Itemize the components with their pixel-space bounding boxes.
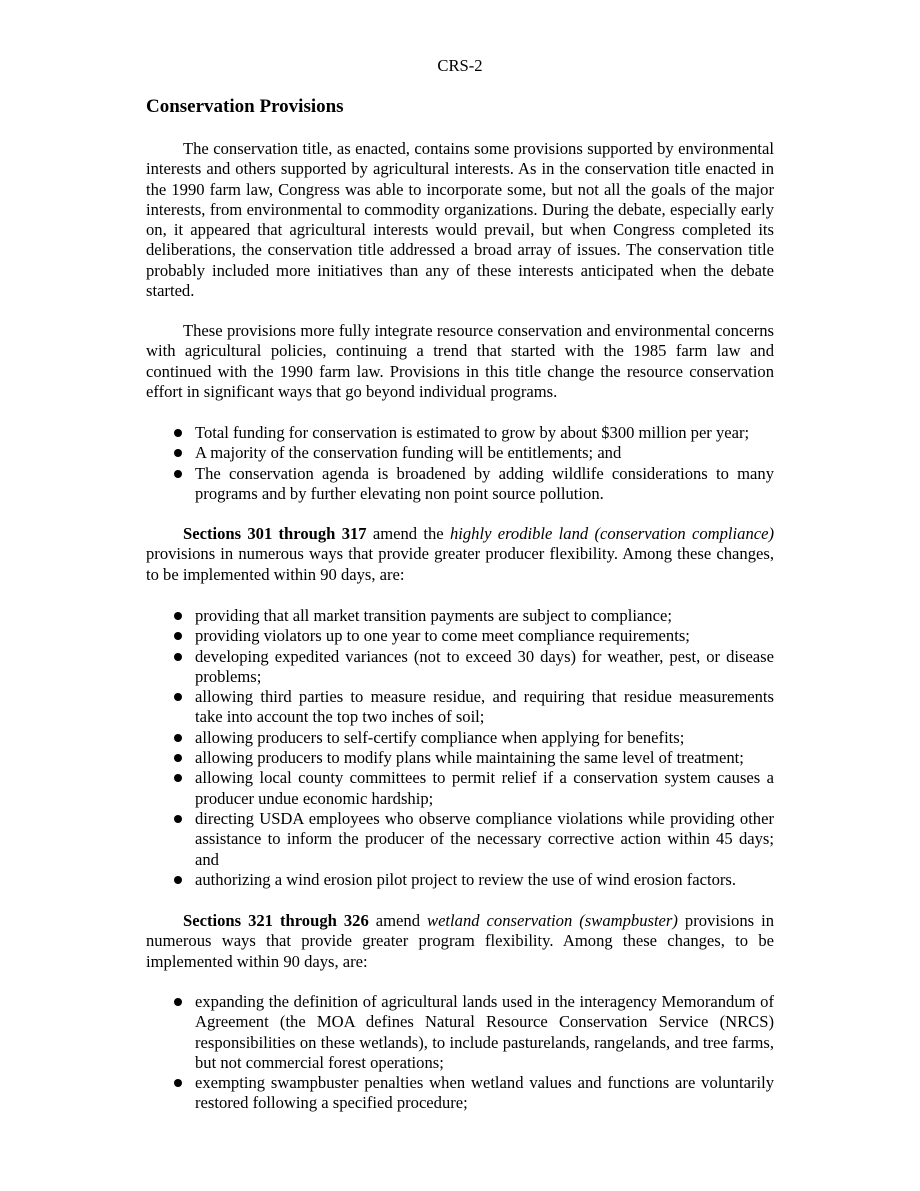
bullet-icon bbox=[174, 734, 182, 742]
section-title: Conservation Provisions bbox=[146, 96, 344, 117]
section-ref: Sections 301 through 317 bbox=[183, 524, 367, 543]
list-item: allowing producers to modify plans while maintaining the same level of treatment; bbox=[146, 748, 774, 768]
program-name: highly erodible land (conservation compliance) bbox=[449, 524, 774, 543]
bullet-icon bbox=[174, 774, 182, 782]
section-ref: Sections 321 through 326 bbox=[183, 911, 369, 930]
list-item: developing expedited variances (not to exceed 30 days) for weather, pest, or disease problems; bbox=[146, 647, 774, 688]
bullet-icon bbox=[174, 653, 182, 661]
list-item: A majority of the conservation funding will be entitlements; and bbox=[146, 443, 774, 463]
list-item: allowing third parties to measure residue, and requiring that residue measurements take into account the top two inches of soil; bbox=[146, 687, 774, 728]
list-item: providing violators up to one year to come meet compliance requirements; bbox=[146, 626, 774, 646]
bullet-icon bbox=[174, 693, 182, 701]
list-item: providing that all market transition payments are subject to compliance; bbox=[146, 606, 774, 626]
bullet-icon bbox=[174, 632, 182, 640]
list-item: allowing local county committees to permit relief if a conservation system causes a producer undue economic hardship; bbox=[146, 768, 774, 809]
bullet-icon bbox=[174, 429, 182, 437]
bullet-list-wetland bbox=[146, 992, 774, 1114]
list-item: The conservation agenda is broadened by adding wildlife considerations to many programs and by further elevating non point source pollution. bbox=[146, 464, 774, 505]
list-item: expanding the definition of agricultural lands used in the interagency Memorandum of Agreement (the MOA defines Natural Resource Conservation Service (NRCS) responsibilities on these wetlands), to include pasturelands, rangelands, and tree farms, but not commercial forest operations; bbox=[146, 992, 774, 1073]
program-name: wetland conservation (swampbuster) bbox=[427, 911, 678, 930]
paragraph-sections-301-317: Sections 301 through 317 amend the highly erodible land (conservation compliance) provisions in numerous ways that provide greater producer flexibility. Among these changes, to be implemented within 90 days, are: bbox=[146, 524, 774, 584]
bullet-icon bbox=[174, 998, 182, 1006]
list-item: directing USDA employees who observe compliance violations while providing other assistance to inform the producer of the necessary corrective action within 45 days; and bbox=[146, 809, 774, 870]
bullet-icon bbox=[174, 1079, 182, 1087]
bullet-list-compliance bbox=[146, 606, 774, 890]
bullet-icon bbox=[174, 449, 182, 457]
bullet-icon bbox=[174, 470, 182, 478]
bullet-icon bbox=[174, 876, 182, 884]
bullet-list-funding bbox=[146, 423, 774, 504]
paragraph-integration: These provisions more fully integrate resource conservation and environmental concerns with agricultural policies, continuing a trend that started with the 1985 farm law and continued with the 1990 farm law. Provisions in this title change the resource conservation effort in significant ways that go beyond individual programs. bbox=[146, 321, 774, 401]
list-item: exempting swampbuster penalties when wetland values and functions are voluntarily restored following a specified procedure; bbox=[146, 1073, 774, 1114]
list-item: authorizing a wind erosion pilot project to review the use of wind erosion factors. bbox=[146, 870, 774, 890]
list-item: allowing producers to self-certify compliance when applying for benefits; bbox=[146, 728, 774, 748]
bullet-icon bbox=[174, 754, 182, 762]
page-header: CRS-2 bbox=[437, 56, 483, 75]
paragraph-sections-321-326: Sections 321 through 326 amend wetland conservation (swampbuster) provisions in numerous ways that provide greater program flexibility. Among these changes, to be implemented within 90 days, are: bbox=[146, 911, 774, 971]
bullet-icon bbox=[174, 612, 182, 620]
bullet-icon bbox=[174, 815, 182, 823]
paragraph-intro: The conservation title, as enacted, contains some provisions supported by environmental interests and others supported by agricultural interests. As in the conservation title enacted in the 1990 farm law, Congress was able to incorporate some, but not all the goals of the major interests, from environmental to commodity organizations. During the debate, especially early on, it appeared that agricultural interests would prevail, but when Congress completed its deliberations, the conservation title addressed a broad array of issues. The conservation title probably included more initiatives than any of these interests anticipated when the debate started. bbox=[146, 139, 774, 301]
list-item: Total funding for conservation is estimated to grow by about $300 million per year; bbox=[146, 423, 774, 443]
